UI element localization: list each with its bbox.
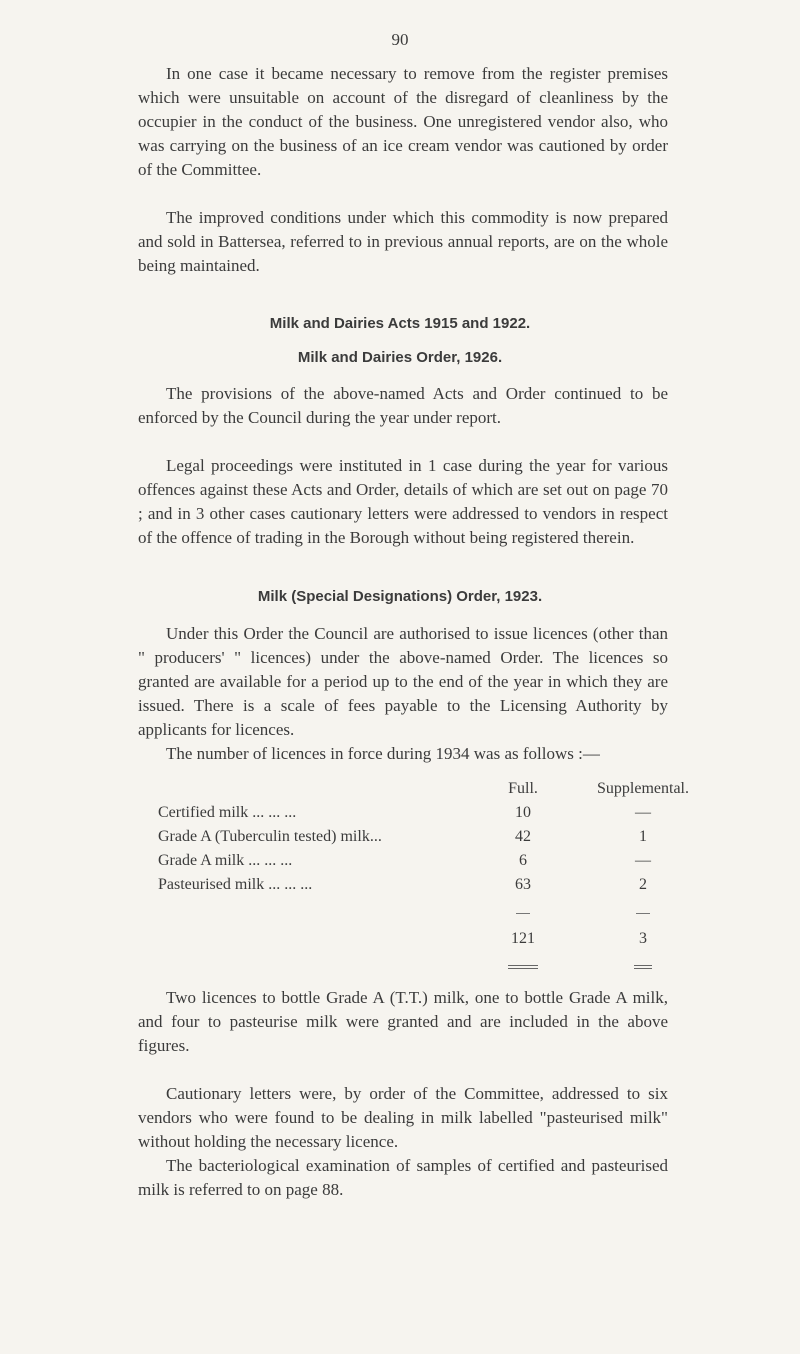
table-row [138, 828, 678, 852]
heading-special-designations: Milk (Special Designations) Order, 1923. [257, 588, 543, 605]
row-full-value: 42 [515, 828, 531, 845]
row-full-value: 10 [515, 804, 531, 821]
row-full-value: 6 [519, 852, 527, 869]
row-supplemental-value: — [635, 804, 651, 821]
total-double-rule [493, 956, 553, 974]
subtotal-rule-row [138, 904, 678, 928]
row-label: Certified milk ... ... ... [158, 804, 297, 821]
paragraph-licences-count: The number of licences in force during 1934 was as follows :— [166, 744, 600, 763]
row-full-value: 63 [515, 876, 531, 893]
row-label: Grade A milk ... ... ... [158, 852, 293, 869]
row-supplemental-value: — [635, 852, 651, 869]
paragraph-provisions: The provisions of the above-named Acts and Order continued to be enforced by the Council during the year under report. [138, 384, 668, 427]
paragraph-licences: Under this Order the Council are authorised to issue licences (other than " producers' " licences) under the above-named Order. The licences so granted are available for a period up to the end of the year in which they are issued. There is a scale of fees payable to the Licensing Authority by applicants for licences. [138, 624, 668, 739]
table-row [138, 876, 678, 900]
paragraph-improved-conditions: The improved conditions under which this commodity is now prepared and sold in Battersea, referred to in previous annual reports, are on the whole being maintained. [138, 208, 668, 275]
total-full-value: 121 [511, 930, 535, 947]
table-total-row [138, 930, 678, 954]
row-label: Grade A (Tuberculin tested) milk... [158, 828, 382, 845]
total-rule-row [138, 956, 678, 980]
table-row [138, 852, 678, 876]
heading-milk-dairies-order: Milk and Dairies Order, 1926. [297, 349, 503, 366]
subtotal-rule [493, 904, 553, 922]
total-supplemental-value: 3 [639, 930, 647, 947]
table-header-row [138, 780, 689, 804]
row-supplemental-value: 2 [639, 876, 647, 893]
paragraph-legal-proceedings: Legal proceedings were instituted in 1 case during the year for various offences against these Acts and Order, details of which are set out on page 70 ; and in 3 other cases cautionary letters were addressed to vendors in respect of the offence of trading in the Borough without being registered therein. [138, 456, 668, 547]
column-header-full: Full. [508, 780, 538, 797]
subtotal-rule [593, 904, 693, 922]
column-header-supplemental: Supplemental. [597, 780, 689, 797]
page-number: 90 [391, 30, 409, 49]
paragraph-bacteriological: The bacteriological examination of samples of certified and pasteurised milk is referred to on page 88. [138, 1156, 668, 1199]
total-double-rule [593, 956, 693, 974]
paragraph-register-removal: In one case it became necessary to remove from the register premises which were unsuitable on account of the disregard of cleanliness by the occupier in the conduct of the business. One unregistered vendor also, who was carrying on the business of an ice cream vendor was cautioned by order of the Committee. [138, 64, 668, 179]
paragraph-licences-granted: Two licences to bottle Grade A (T.T.) milk, one to bottle Grade A milk, and four to pasteurise milk were granted and are included in the above figures. [138, 988, 668, 1055]
paragraph-cautionary-letters: Cautionary letters were, by order of the Committee, addressed to six vendors who were found to be dealing in milk labelled "pasteurised milk" without holding the necessary licence. [138, 1084, 668, 1151]
table-row [138, 804, 678, 828]
row-supplemental-value: 1 [639, 828, 647, 845]
row-label: Pasteurised milk ... ... ... [158, 876, 313, 893]
heading-milk-dairies-acts: Milk and Dairies Acts 1915 and 1922. [269, 315, 531, 332]
